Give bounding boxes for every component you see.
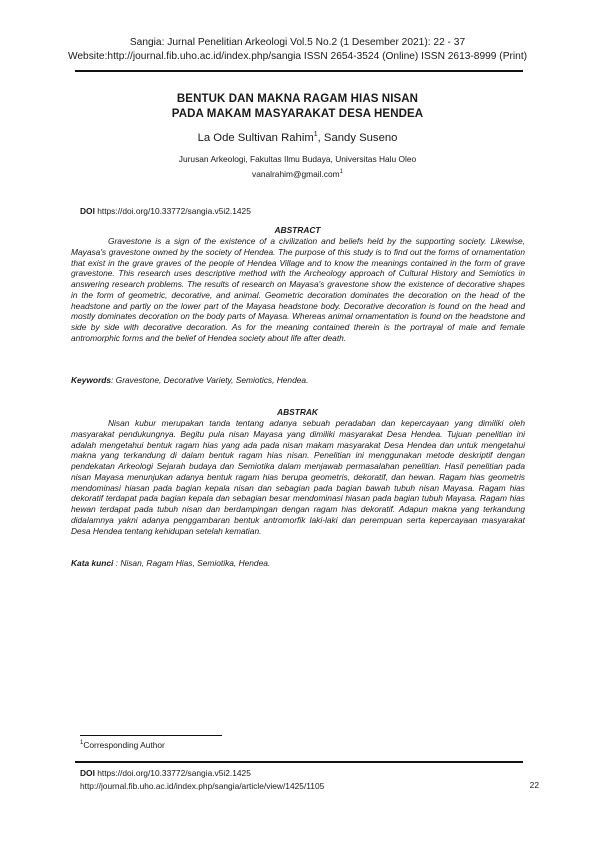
footer-article-url[interactable]: http://journal.fib.uho.ac.id/index.php/sangia/article/view/1425/1105: [80, 781, 325, 791]
page-number: 22: [529, 780, 539, 790]
abstrak-body: [71, 418, 525, 536]
title-line-1: BENTUK DAN MAKNA RAGAM HIAS NISAN: [176, 93, 419, 105]
keywords-label: Keywords: [71, 375, 112, 385]
affiliation-email-line: [0, 166, 595, 181]
affiliation-institution: Jurusan Arkeologi, Fakultas Ilmu Budaya, Universitas Halu Oleo: [178, 154, 417, 164]
affiliation-email[interactable]: vanalrahim@gmail.com: [252, 168, 340, 179]
kata-kunci-text: : Nisan, Ragam Hias, Semiotika, Hendea.: [113, 558, 271, 568]
kata-kunci-line: [71, 558, 525, 569]
footnote-text: Corresponding Author: [83, 740, 165, 750]
footer-doi-link[interactable]: https://doi.org/10.33772/sangia.v5i2.1425: [94, 768, 251, 778]
doi-label: DOI: [80, 206, 95, 216]
affiliation: [0, 153, 595, 181]
footer-rule: [75, 761, 523, 763]
footnote-mark: 1: [80, 740, 84, 747]
title-line-2: PADA MAKAM MASYARAKAT DESA HENDEA: [171, 108, 424, 120]
abstract-heading: ABSTRACT: [274, 225, 321, 235]
paper-title: [0, 92, 595, 122]
doi-line: [80, 206, 251, 216]
abstract-body: [71, 236, 525, 344]
footnote: [80, 740, 165, 750]
footnote-rule: [80, 735, 222, 736]
journal-website-issn: Website:http://journal.fib.uho.ac.id/index.php/sangia ISSN 2654-3524 (Online) ISSN 2613-8999 (Print): [67, 51, 528, 62]
author-1: La Ode Sultivan Rahim: [197, 131, 314, 144]
abstrak-text: Nisan kubur merupakan tanda tentang adanya sebuah peradaban dan kepercayaan yang dimiliki oleh masyarakat pendukungnya. Begitu pula nisan Mayasa yang dimiliki masyarakat Desa Hendea. Tujuan penelitian ini adalah mengetahui bentuk ragam hias yang ada pada nisan makam masyarakat Desa Hendea dan untuk mengetahui makna yang terkandung di dalam bentuk ragam hias nisan. Penelitian ini menggunakan metode deskriptif dengan pendekatan Arkeologi Sejarah budaya dan Semiotika dalam menjawab permasalahan penelitian. Hasil penelitian pada nisan Mayasa menunjukan adanya bentuk ragam hias berupa geometris, dekoratif, dan hewan. Ragam hias geometris mendominasi hiasan pada bagian kepala nisan dan sebagian pada bagian bawah tubuh nisan Mayasa. Ragam hias dekoratif terdapat pada bagian kepala dan sebagian besar mendominasi hiasan pada bagian tubuh Mayasa. Ragam hias hewan terdapat pada tubuh nisan dan berdampingan dengan ragam hias dekoratif. Adapun makna yang terkandung didalamnya yakni adanya penggambaran bentuk antromorfik laki-laki dan perempuan serta kepercayaan masyarakat Desa Hendea tentang kehidupan setelah kematian.: [71, 418, 525, 536]
author-list: [0, 131, 595, 144]
journal-header: [0, 36, 595, 64]
journal-citation: Sangia: Jurnal Penelitian Arkeologi Vol.5 No.2 (1 Desember 2021): 22 - 37: [129, 37, 466, 48]
email-mark: 1: [339, 169, 343, 175]
abstract-text: Gravestone is a sign of the existence of a civilization and beliefs held by the supporting society. Likewise, Mayasa's gravestone owned by the society of Hendea. The purpose of this study is to find out the forms of ornamentation that exist in the grave graves of the people of Hendea Village and to know the meanings contained in the form of grave gravestone. This research uses descriptive method with the Archeology approach of Cultural History and Semiotics in answering research problems. The results of research on Mayasa's gravestone show the existence of decorative shapes in the form of geometric, decorative, and animal. Geometric decoration dominates the decoration on the head of the headstone and partly on the lower part of the Mayasa headstone body. Decorative decoration is found on the head and mostly dominates decoration on the body parts of Mayasa. Whereas animal ornamentation is found on the headstone and side by side with decorative decoration. As for the meaning contained therein is the portrayal of male and female antromorphic forms and the belief of Hendea society about life after death.: [71, 236, 525, 343]
footer-doi-line: [80, 767, 251, 780]
keywords-line: [71, 375, 525, 386]
header-rule: [75, 70, 523, 72]
abstrak-heading: ABSTRAK: [277, 407, 318, 417]
kata-kunci-label: Kata kunci: [71, 558, 114, 568]
keywords-text: : Gravestone, Decorative Variety, Semiotics, Hendea.: [111, 375, 309, 385]
author-1-mark: 1: [313, 131, 318, 138]
footer-doi-label: DOI: [80, 768, 95, 778]
doi-link[interactable]: https://doi.org/10.33772/sangia.v5i2.1425: [94, 206, 251, 216]
author-2: , Sandy Suseno: [317, 131, 398, 144]
